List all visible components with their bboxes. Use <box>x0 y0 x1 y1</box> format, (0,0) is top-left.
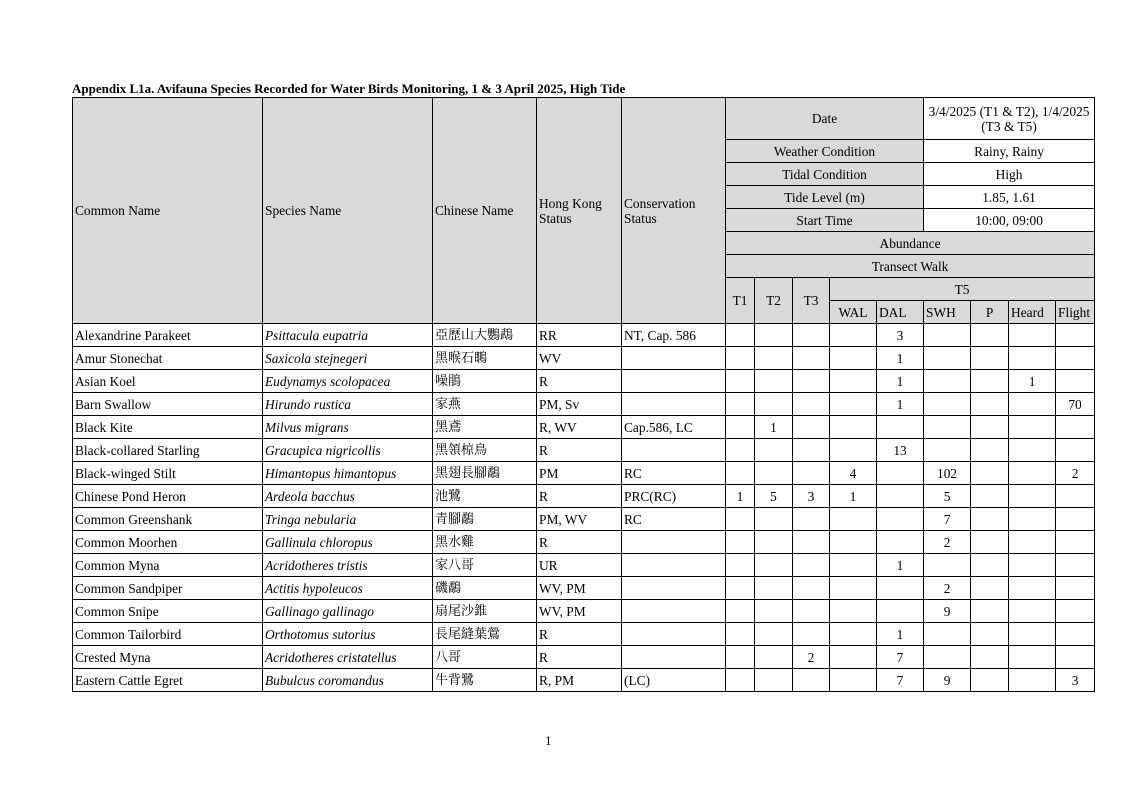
heard-count-cell <box>1009 439 1056 462</box>
table-row <box>73 347 1095 370</box>
header-wal: WAL <box>830 301 877 324</box>
dal-count-cell: 1 <box>877 370 924 393</box>
p-count-cell <box>971 347 1009 370</box>
hk-status-cell: PM, Sv <box>537 393 622 416</box>
t1-count-cell <box>726 508 755 531</box>
hk-status-cell: R <box>537 439 622 462</box>
hk-status-cell: PM, WV <box>537 508 622 531</box>
p-count-cell <box>971 600 1009 623</box>
hk-status-cell: R <box>537 370 622 393</box>
heard-count-cell <box>1009 577 1056 600</box>
common-name-cell: Common Moorhen <box>73 531 263 554</box>
swh-count-cell <box>924 439 971 462</box>
t3-count-cell <box>793 324 830 347</box>
t1-count-cell <box>726 416 755 439</box>
common-name-cell: Black-collared Starling <box>73 439 263 462</box>
header-transect-walk: Transect Walk <box>726 255 1095 278</box>
p-count-cell <box>971 370 1009 393</box>
flight-count-cell <box>1056 600 1095 623</box>
hk-status-cell: R <box>537 531 622 554</box>
swh-count-cell <box>924 416 971 439</box>
dal-count-cell: 1 <box>877 347 924 370</box>
table-row <box>73 462 1095 485</box>
hk-status-cell: R, WV <box>537 416 622 439</box>
species-name-cell: Gallinula chloropus <box>263 531 433 554</box>
hk-status-cell: UR <box>537 554 622 577</box>
swh-count-cell: 9 <box>924 669 971 692</box>
species-name-cell: Psittacula eupatria <box>263 324 433 347</box>
header-t1: T1 <box>726 278 755 324</box>
conservation-status-cell <box>622 393 726 416</box>
species-name-cell: Actitis hypoleucos <box>263 577 433 600</box>
header-date-label: Date <box>726 98 924 140</box>
heard-count-cell <box>1009 623 1056 646</box>
conservation-status-cell <box>622 623 726 646</box>
flight-count-cell <box>1056 485 1095 508</box>
chinese-name-cell: 黑喉石䳭 <box>433 347 537 370</box>
dal-count-cell: 7 <box>877 646 924 669</box>
t1-count-cell: 1 <box>726 485 755 508</box>
header-common-name: Common Name <box>73 98 263 324</box>
header-weather-label: Weather Condition <box>726 140 924 163</box>
flight-count-cell <box>1056 416 1095 439</box>
hk-status-cell: R <box>537 623 622 646</box>
chinese-name-cell: 牛背鷺 <box>433 669 537 692</box>
flight-count-cell <box>1056 508 1095 531</box>
t2-count-cell: 1 <box>755 416 793 439</box>
common-name-cell: Alexandrine Parakeet <box>73 324 263 347</box>
t2-count-cell <box>755 600 793 623</box>
table-header <box>73 98 1095 324</box>
wal-count-cell <box>830 554 877 577</box>
t2-count-cell <box>755 577 793 600</box>
common-name-cell: Crested Myna <box>73 646 263 669</box>
chinese-name-cell: 亞歷山大鸚鵡 <box>433 324 537 347</box>
species-name-cell: Gallinago gallinago <box>263 600 433 623</box>
header-t5: T5 <box>830 278 1095 301</box>
t2-count-cell <box>755 531 793 554</box>
hk-status-cell: R <box>537 646 622 669</box>
chinese-name-cell: 黑翅長腳鷸 <box>433 462 537 485</box>
p-count-cell <box>971 393 1009 416</box>
flight-count-cell: 3 <box>1056 669 1095 692</box>
hk-status-cell: WV, PM <box>537 600 622 623</box>
heard-count-cell <box>1009 531 1056 554</box>
species-name-cell: Acridotheres cristatellus <box>263 646 433 669</box>
flight-count-cell: 2 <box>1056 462 1095 485</box>
header-start-time-value: 10:00, 09:00 <box>924 209 1095 232</box>
swh-count-cell: 7 <box>924 508 971 531</box>
chinese-name-cell: 家燕 <box>433 393 537 416</box>
p-count-cell <box>971 623 1009 646</box>
common-name-cell: Eastern Cattle Egret <box>73 669 263 692</box>
header-date-value: 3/4/2025 (T1 & T2), 1/4/2025 (T3 & T5) <box>924 98 1095 140</box>
t2-count-cell <box>755 508 793 531</box>
common-name-cell: Common Myna <box>73 554 263 577</box>
conservation-status-cell <box>622 531 726 554</box>
flight-count-cell <box>1056 554 1095 577</box>
table-row <box>73 623 1095 646</box>
p-count-cell <box>971 324 1009 347</box>
table-row <box>73 393 1095 416</box>
t3-count-cell <box>793 623 830 646</box>
header-abundance: Abundance <box>726 232 1095 255</box>
heard-count-cell <box>1009 393 1056 416</box>
hk-status-cell: R, PM <box>537 669 622 692</box>
conservation-status-cell <box>622 600 726 623</box>
chinese-name-cell: 黑鳶 <box>433 416 537 439</box>
t2-count-cell <box>755 646 793 669</box>
t2-count-cell <box>755 370 793 393</box>
t2-count-cell <box>755 462 793 485</box>
swh-count-cell <box>924 324 971 347</box>
heard-count-cell <box>1009 347 1056 370</box>
common-name-cell: Common Tailorbird <box>73 623 263 646</box>
t1-count-cell <box>726 600 755 623</box>
header-flight: Flight <box>1056 301 1095 324</box>
table-row <box>73 485 1095 508</box>
header-p: P <box>971 301 1009 324</box>
conservation-status-cell: RC <box>622 508 726 531</box>
dal-count-cell <box>877 531 924 554</box>
hk-status-cell: R <box>537 485 622 508</box>
t3-count-cell: 2 <box>793 646 830 669</box>
table-body <box>73 324 1095 692</box>
wal-count-cell <box>830 577 877 600</box>
wal-count-cell <box>830 416 877 439</box>
table-row <box>73 508 1095 531</box>
chinese-name-cell: 池鷺 <box>433 485 537 508</box>
heard-count-cell <box>1009 669 1056 692</box>
species-name-cell: Acridotheres tristis <box>263 554 433 577</box>
flight-count-cell <box>1056 439 1095 462</box>
chinese-name-cell: 扇尾沙錐 <box>433 600 537 623</box>
heard-count-cell <box>1009 485 1056 508</box>
table-row <box>73 577 1095 600</box>
header-tide-level-label: Tide Level (m) <box>726 186 924 209</box>
header-species-name: Species Name <box>263 98 433 324</box>
t1-count-cell <box>726 462 755 485</box>
flight-count-cell <box>1056 347 1095 370</box>
p-count-cell <box>971 508 1009 531</box>
dal-count-cell <box>877 577 924 600</box>
heard-count-cell <box>1009 646 1056 669</box>
table-title: Appendix L1a. Avifauna Species Recorded for Water Birds Monitoring, 1 & 3 April 2025, High Tide <box>72 81 626 96</box>
swh-count-cell <box>924 347 971 370</box>
t2-count-cell <box>755 393 793 416</box>
t1-count-cell <box>726 623 755 646</box>
header-chinese-name: Chinese Name <box>433 98 537 324</box>
wal-count-cell <box>830 669 877 692</box>
header-tidal-label: Tidal Condition <box>726 163 924 186</box>
hk-status-cell: PM <box>537 462 622 485</box>
dal-count-cell <box>877 600 924 623</box>
dal-count-cell <box>877 416 924 439</box>
flight-count-cell <box>1056 646 1095 669</box>
p-count-cell <box>971 646 1009 669</box>
table-row <box>73 439 1095 462</box>
common-name-cell: Asian Koel <box>73 370 263 393</box>
header-conservation-status: Conservation Status <box>622 98 726 324</box>
swh-count-cell: 2 <box>924 577 971 600</box>
conservation-status-cell <box>622 370 726 393</box>
swh-count-cell: 2 <box>924 531 971 554</box>
wal-count-cell: 1 <box>830 485 877 508</box>
t1-count-cell <box>726 393 755 416</box>
t3-count-cell: 3 <box>793 485 830 508</box>
t2-count-cell <box>755 324 793 347</box>
header-t3: T3 <box>793 278 830 324</box>
common-name-cell: Common Sandpiper <box>73 577 263 600</box>
wal-count-cell <box>830 623 877 646</box>
species-name-cell: Himantopus himantopus <box>263 462 433 485</box>
p-count-cell <box>971 531 1009 554</box>
t3-count-cell <box>793 531 830 554</box>
table-row <box>73 324 1095 347</box>
dal-count-cell: 1 <box>877 393 924 416</box>
heard-count-cell <box>1009 416 1056 439</box>
chinese-name-cell: 黑領椋鳥 <box>433 439 537 462</box>
t1-count-cell <box>726 347 755 370</box>
swh-count-cell <box>924 370 971 393</box>
wal-count-cell: 4 <box>830 462 877 485</box>
common-name-cell: Common Snipe <box>73 600 263 623</box>
chinese-name-cell: 青腳鷸 <box>433 508 537 531</box>
conservation-status-cell <box>622 646 726 669</box>
species-name-cell: Bubulcus coromandus <box>263 669 433 692</box>
hk-status-cell: WV <box>537 347 622 370</box>
t1-count-cell <box>726 370 755 393</box>
t2-count-cell <box>755 347 793 370</box>
wal-count-cell <box>830 508 877 531</box>
conservation-status-cell: Cap.586, LC <box>622 416 726 439</box>
flight-count-cell: 70 <box>1056 393 1095 416</box>
flight-count-cell <box>1056 531 1095 554</box>
hk-status-cell: WV, PM <box>537 577 622 600</box>
t3-count-cell <box>793 439 830 462</box>
wal-count-cell <box>830 370 877 393</box>
p-count-cell <box>971 416 1009 439</box>
conservation-status-cell: (LC) <box>622 669 726 692</box>
conservation-status-cell <box>622 577 726 600</box>
dal-count-cell: 1 <box>877 554 924 577</box>
t1-count-cell <box>726 531 755 554</box>
conservation-status-cell <box>622 554 726 577</box>
t1-count-cell <box>726 577 755 600</box>
table-row <box>73 531 1095 554</box>
header-swh: SWH <box>924 301 971 324</box>
p-count-cell <box>971 669 1009 692</box>
swh-count-cell <box>924 554 971 577</box>
heard-count-cell <box>1009 324 1056 347</box>
chinese-name-cell: 長尾縫葉鶯 <box>433 623 537 646</box>
species-name-cell: Tringa nebularia <box>263 508 433 531</box>
species-table <box>72 97 1095 692</box>
dal-count-cell: 1 <box>877 623 924 646</box>
swh-count-cell: 5 <box>924 485 971 508</box>
t3-count-cell <box>793 669 830 692</box>
hk-status-cell: RR <box>537 324 622 347</box>
page-number: 1 <box>545 733 552 748</box>
species-name-cell: Eudynamys scolopacea <box>263 370 433 393</box>
chinese-name-cell: 磯鷸 <box>433 577 537 600</box>
swh-count-cell <box>924 393 971 416</box>
dal-count-cell <box>877 508 924 531</box>
wal-count-cell <box>830 439 877 462</box>
species-name-cell: Ardeola bacchus <box>263 485 433 508</box>
header-dal: DAL <box>877 301 924 324</box>
table-row <box>73 669 1095 692</box>
table-row <box>73 416 1095 439</box>
table-row <box>73 554 1095 577</box>
flight-count-cell <box>1056 577 1095 600</box>
header-heard: Heard <box>1009 301 1056 324</box>
t1-count-cell <box>726 669 755 692</box>
t3-count-cell <box>793 416 830 439</box>
p-count-cell <box>971 577 1009 600</box>
t2-count-cell <box>755 623 793 646</box>
swh-count-cell: 102 <box>924 462 971 485</box>
chinese-name-cell: 家八哥 <box>433 554 537 577</box>
p-count-cell <box>971 485 1009 508</box>
swh-count-cell: 9 <box>924 600 971 623</box>
species-name-cell: Hirundo rustica <box>263 393 433 416</box>
t3-count-cell <box>793 600 830 623</box>
t1-count-cell <box>726 646 755 669</box>
header-tidal-value: High <box>924 163 1095 186</box>
t1-count-cell <box>726 554 755 577</box>
common-name-cell: Amur Stonechat <box>73 347 263 370</box>
flight-count-cell <box>1056 324 1095 347</box>
dal-count-cell <box>877 462 924 485</box>
conservation-status-cell: RC <box>622 462 726 485</box>
common-name-cell: Barn Swallow <box>73 393 263 416</box>
common-name-cell: Black-winged Stilt <box>73 462 263 485</box>
heard-count-cell <box>1009 554 1056 577</box>
species-name-cell: Saxicola stejnegeri <box>263 347 433 370</box>
heard-count-cell <box>1009 462 1056 485</box>
wal-count-cell <box>830 393 877 416</box>
header-hk-status: Hong Kong Status <box>537 98 622 324</box>
heard-count-cell: 1 <box>1009 370 1056 393</box>
conservation-status-cell <box>622 439 726 462</box>
conservation-status-cell: PRC(RC) <box>622 485 726 508</box>
table-row <box>73 370 1095 393</box>
species-name-cell: Gracupica nigricollis <box>263 439 433 462</box>
swh-count-cell <box>924 623 971 646</box>
dal-count-cell: 3 <box>877 324 924 347</box>
table-row <box>73 600 1095 623</box>
p-count-cell <box>971 554 1009 577</box>
t2-count-cell: 5 <box>755 485 793 508</box>
dal-count-cell: 13 <box>877 439 924 462</box>
heard-count-cell <box>1009 600 1056 623</box>
flight-count-cell <box>1056 623 1095 646</box>
chinese-name-cell: 黑水雞 <box>433 531 537 554</box>
t3-count-cell <box>793 347 830 370</box>
heard-count-cell <box>1009 508 1056 531</box>
conservation-status-cell <box>622 347 726 370</box>
t2-count-cell <box>755 439 793 462</box>
flight-count-cell <box>1056 370 1095 393</box>
t3-count-cell <box>793 462 830 485</box>
p-count-cell <box>971 439 1009 462</box>
header-weather-value: Rainy, Rainy <box>924 140 1095 163</box>
t3-count-cell <box>793 393 830 416</box>
wal-count-cell <box>830 531 877 554</box>
chinese-name-cell: 噪鵑 <box>433 370 537 393</box>
swh-count-cell <box>924 646 971 669</box>
t2-count-cell <box>755 554 793 577</box>
header-tide-level-value: 1.85, 1.61 <box>924 186 1095 209</box>
header-start-time-label: Start Time <box>726 209 924 232</box>
header-t2: T2 <box>755 278 793 324</box>
dal-count-cell <box>877 485 924 508</box>
t3-count-cell <box>793 554 830 577</box>
wal-count-cell <box>830 324 877 347</box>
p-count-cell <box>971 462 1009 485</box>
chinese-name-cell: 八哥 <box>433 646 537 669</box>
species-name-cell: Orthotomus sutorius <box>263 623 433 646</box>
conservation-status-cell: NT, Cap. 586 <box>622 324 726 347</box>
common-name-cell: Chinese Pond Heron <box>73 485 263 508</box>
wal-count-cell <box>830 347 877 370</box>
table-row <box>73 646 1095 669</box>
t3-count-cell <box>793 370 830 393</box>
t3-count-cell <box>793 577 830 600</box>
wal-count-cell <box>830 600 877 623</box>
t2-count-cell <box>755 669 793 692</box>
common-name-cell: Common Greenshank <box>73 508 263 531</box>
wal-count-cell <box>830 646 877 669</box>
t1-count-cell <box>726 324 755 347</box>
species-name-cell: Milvus migrans <box>263 416 433 439</box>
common-name-cell: Black Kite <box>73 416 263 439</box>
t1-count-cell <box>726 439 755 462</box>
dal-count-cell: 7 <box>877 669 924 692</box>
t3-count-cell <box>793 508 830 531</box>
